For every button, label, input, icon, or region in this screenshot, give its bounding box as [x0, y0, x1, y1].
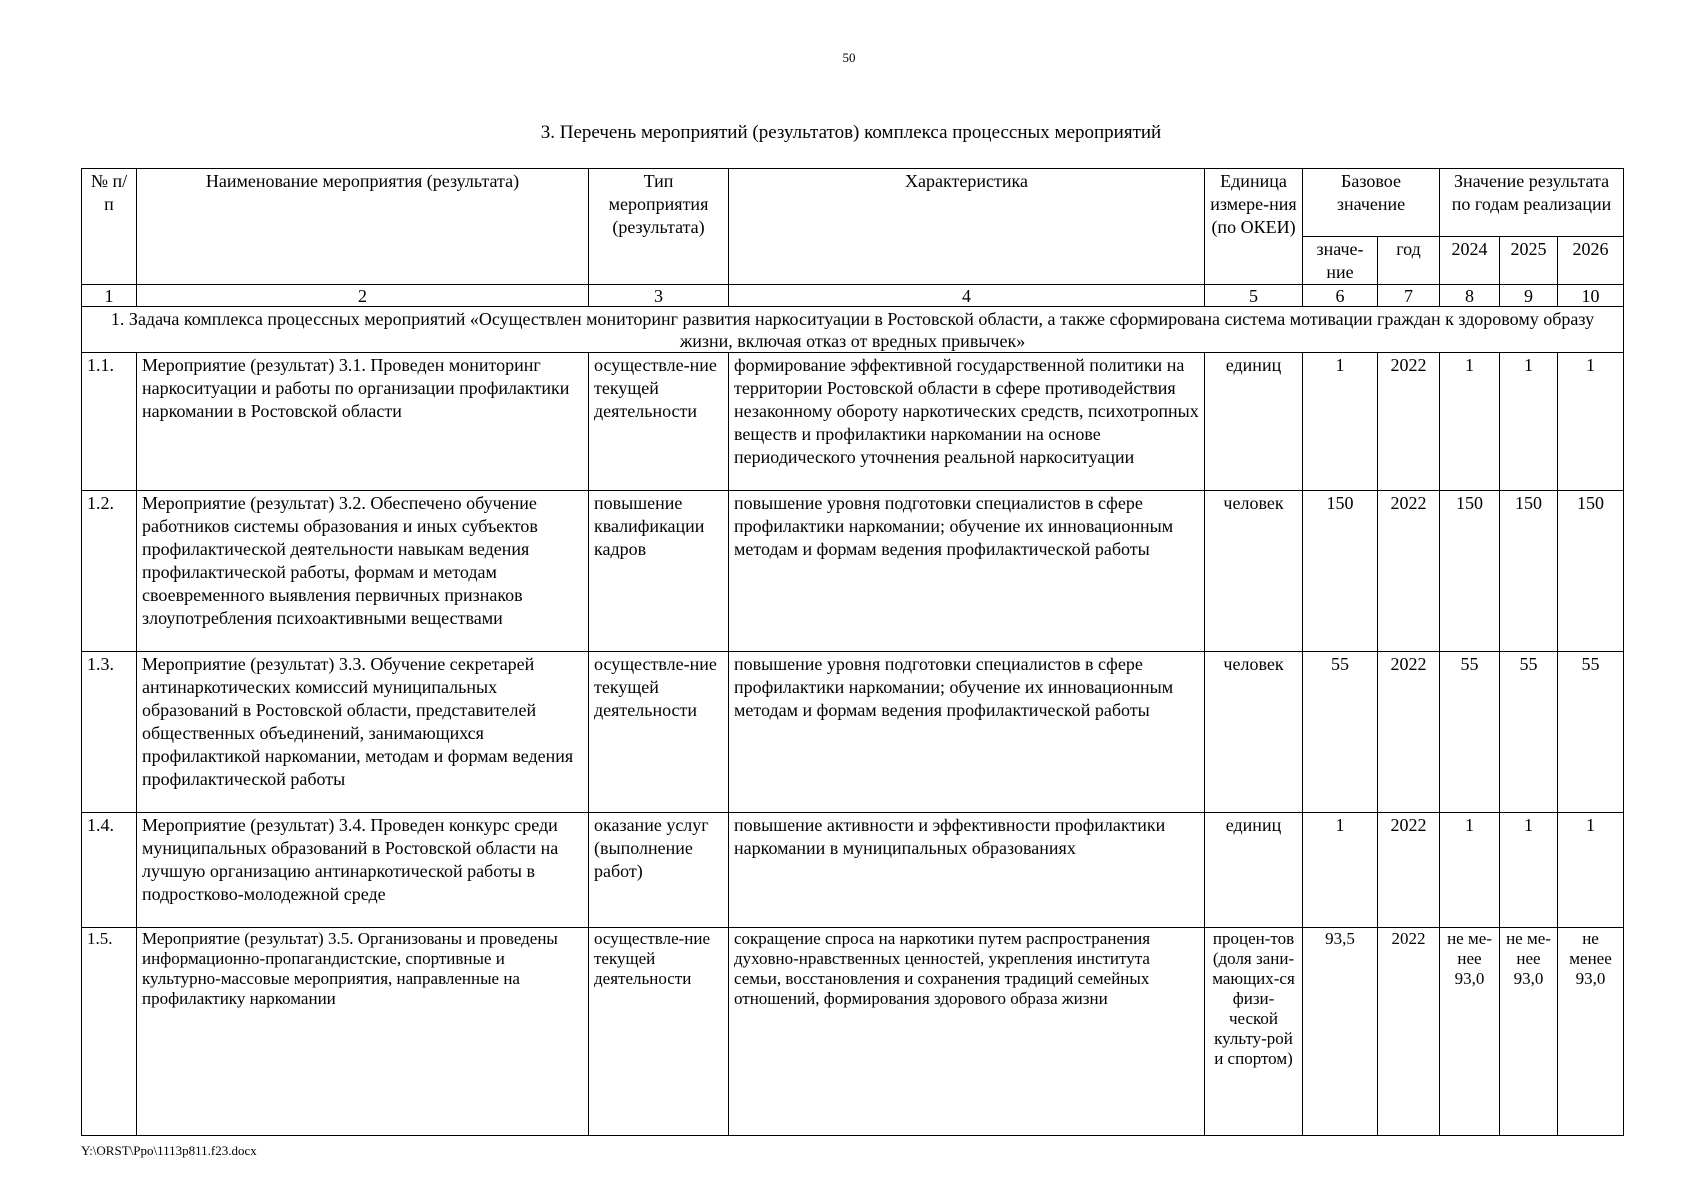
table-row — [82, 928, 1624, 1136]
row-value-2025: не ме-нее 93,0 — [1500, 928, 1558, 1136]
row-value-2026: 150 — [1558, 491, 1624, 652]
row-base-year: 2022 — [1378, 813, 1440, 928]
row-value-2026: 1 — [1558, 813, 1624, 928]
header-year-2025: 2025 — [1500, 237, 1558, 285]
header-num: № п/п — [82, 169, 137, 285]
row-value-2025: 1 — [1500, 813, 1558, 928]
row-base-value: 1 — [1303, 813, 1378, 928]
row-base-year: 2022 — [1378, 491, 1440, 652]
row-name: Мероприятие (результат) 3.3. Обучение секретарей антинаркотических комиссий муниципальных образований в Ростовской области, представителей общественных объединений, занимающихся профилактикой наркомании, методам и формам ведения профилактической работы — [137, 652, 589, 813]
row-characteristic: повышение уровня подготовки специалистов в сфере профилактики наркомании; обучение их инновационным методам и формам ведения профилактической работы — [729, 491, 1205, 652]
row-base-value: 150 — [1303, 491, 1378, 652]
column-number: 6 — [1303, 285, 1378, 307]
row-characteristic: повышение активности и эффективности профилактики наркомании в муниципальных образованиях — [729, 813, 1205, 928]
row-characteristic: повышение уровня подготовки специалистов в сфере профилактики наркомании; обучение их инновационным методам и формам ведения профилактической работы — [729, 652, 1205, 813]
row-number: 1.1. — [82, 353, 137, 491]
row-name: Мероприятие (результат) 3.1. Проведен мониторинг наркоситуации и работы по организации профилактики наркомании в Ростовской области — [137, 353, 589, 491]
row-unit: единиц — [1205, 813, 1303, 928]
row-value-2026: не менее 93,0 — [1558, 928, 1624, 1136]
column-number: 5 — [1205, 285, 1303, 307]
row-value-2024: 150 — [1440, 491, 1500, 652]
row-name: Мероприятие (результат) 3.2. Обеспечено обучение работников системы образования и иных субъектов профилактической деятельности навыкам ведения профилактической работы, формам и методам своевременного выявления первичных признаков злоупотребления психоактивными веществами — [137, 491, 589, 652]
header-base: Базовое значение — [1303, 169, 1440, 237]
table-row — [82, 652, 1624, 813]
column-number: 2 — [137, 285, 589, 307]
row-base-year: 2022 — [1378, 928, 1440, 1136]
row-base-year: 2022 — [1378, 652, 1440, 813]
row-type: повышение квалификации кадров — [589, 491, 729, 652]
table-row — [82, 353, 1624, 491]
row-number: 1.3. — [82, 652, 137, 813]
row-value-2026: 55 — [1558, 652, 1624, 813]
row-base-year: 2022 — [1378, 353, 1440, 491]
row-value-2024: не ме-нее 93,0 — [1440, 928, 1500, 1136]
row-value-2025: 1 — [1500, 353, 1558, 491]
column-number: 1 — [82, 285, 137, 307]
row-type: оказание услуг (выполнение работ) — [589, 813, 729, 928]
row-value-2025: 55 — [1500, 652, 1558, 813]
row-base-value: 1 — [1303, 353, 1378, 491]
row-value-2024: 55 — [1440, 652, 1500, 813]
column-numbers-row — [82, 285, 1624, 307]
row-number: 1.2. — [82, 491, 137, 652]
row-type: осуществле-ние текущей деятельности — [589, 353, 729, 491]
row-unit: человек — [1205, 652, 1303, 813]
table-row — [82, 813, 1624, 928]
row-name: Мероприятие (результат) 3.4. Проведен конкурс среди муниципальных образований в Ростовской области на лучшую организацию антинаркотической работы в подростково-молодежной среде — [137, 813, 589, 928]
row-unit: человек — [1205, 491, 1303, 652]
row-name: Мероприятие (результат) 3.5. Организованы и проведены информационно-пропагандистские, спортивные и культурно-массовые мероприятия, направленные на профилактику наркомании — [137, 928, 589, 1136]
row-type: осуществле-ние текущей деятельности — [589, 928, 729, 1136]
row-characteristic: сокращение спроса на наркотики путем распространения духовно-нравственных ценностей, укрепления института семьи, восстановления и сохранения традиций семейных отношений, формирования здорового образа жизни — [729, 928, 1205, 1136]
row-number: 1.4. — [82, 813, 137, 928]
header-type: Тип мероприятия (результата) — [589, 169, 729, 285]
row-characteristic: формирование эффективной государственной политики на территории Ростовской области в сфере противодействия незаконному обороту наркотических средств, психотропных веществ и профилактики наркомании на основе периодического уточнения реальной наркоситуации — [729, 353, 1205, 491]
task-heading: 1. Задача комплекса процессных мероприятий «Осуществлен мониторинг развития наркоситуации в Ростовской области, а также сформирована система мотивации граждан к здоровому образу жизни, включая отказ от вредных привычек» — [82, 307, 1624, 353]
row-number: 1.5. — [82, 928, 137, 1136]
row-unit: процен-тов (доля зани-мающих-ся физи-ческой культу-рой и спортом) — [1205, 928, 1303, 1136]
row-value-2024: 1 — [1440, 353, 1500, 491]
table-row — [82, 491, 1624, 652]
header-base-year: год — [1378, 237, 1440, 285]
column-number: 10 — [1558, 285, 1624, 307]
header-unit: Единица измере-ния (по ОКЕИ) — [1205, 169, 1303, 285]
page-number: 50 — [842, 50, 856, 65]
row-value-2025: 150 — [1500, 491, 1558, 652]
measures-table — [81, 168, 1624, 1136]
column-number: 3 — [589, 285, 729, 307]
header-year-2026: 2026 — [1558, 237, 1624, 285]
document-title: 3. Перечень мероприятий (результатов) комплекса процессных мероприятий — [540, 122, 1162, 143]
header-characteristic: Характеристика — [729, 169, 1205, 285]
column-number: 8 — [1440, 285, 1500, 307]
row-unit: единиц — [1205, 353, 1303, 491]
column-number: 9 — [1500, 285, 1558, 307]
column-number: 4 — [729, 285, 1205, 307]
header-base-value: значе-ние — [1303, 237, 1378, 285]
row-value-2026: 1 — [1558, 353, 1624, 491]
file-path-footer: Y:\ORST\Ppo\1113p811.f23.docx — [81, 1143, 257, 1158]
header-name: Наименование мероприятия (результата) — [137, 169, 589, 285]
column-number: 7 — [1378, 285, 1440, 307]
row-base-value: 93,5 — [1303, 928, 1378, 1136]
header-result: Значение результата по годам реализации — [1440, 169, 1624, 237]
header-year-2024: 2024 — [1440, 237, 1500, 285]
row-type: осуществле-ние текущей деятельности — [589, 652, 729, 813]
row-base-value: 55 — [1303, 652, 1378, 813]
row-value-2024: 1 — [1440, 813, 1500, 928]
